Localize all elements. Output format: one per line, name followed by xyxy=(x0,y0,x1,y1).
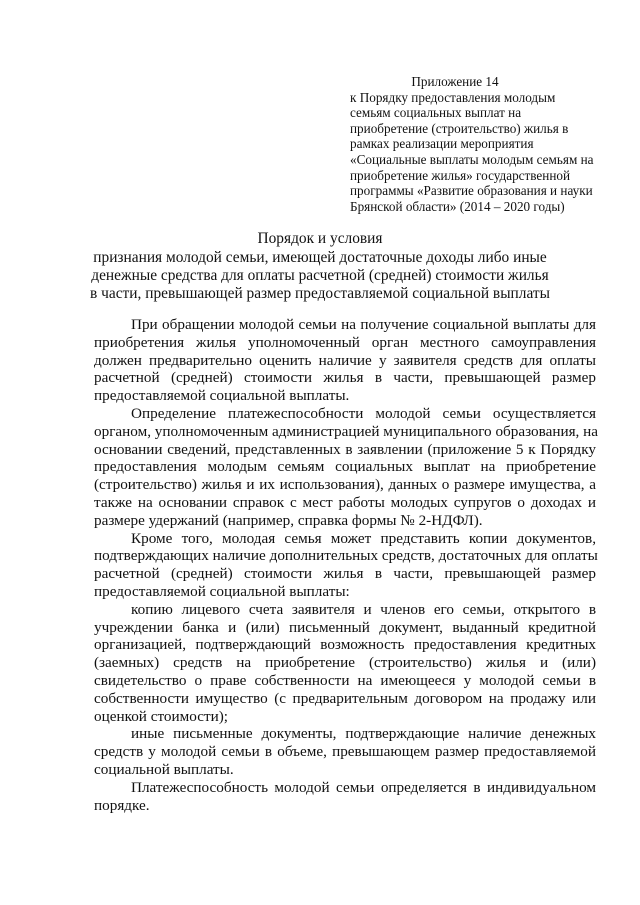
text-line: органом, уполномоченным администрацией муниципального образования, на xyxy=(94,422,599,440)
text-line: Кроме того, молодая семья может представить копии документов, xyxy=(131,529,596,547)
text-line: учреждении банка и (или) письменный документ, выданный кредитной xyxy=(94,618,596,636)
paragraph xyxy=(94,404,599,530)
paragraph xyxy=(94,725,596,778)
paragraph xyxy=(94,316,596,405)
text-line: организацией, подтверждающий возможность предоставления кредитных xyxy=(94,636,596,654)
appendix-header xyxy=(350,74,594,214)
text-line: оценкой стоимости); xyxy=(94,707,228,725)
text-line: также на основании справок с мест работы молодых супругов о доходах и xyxy=(94,493,596,511)
text-line: расчетной (средней) стоимости жилья в части, превышающей размер xyxy=(94,565,596,583)
text-line: (строительство) жилья и их использования), данных о размере имущества, а xyxy=(94,476,596,494)
text-line: порядке. xyxy=(94,796,150,814)
text-line: расчетной (средней) стоимости жилья в части, превышающей размер xyxy=(94,369,596,387)
appendix-line: программы «Развитие образования и науки xyxy=(350,183,593,199)
appendix-line: приобретение жилья» государственной xyxy=(350,167,571,183)
text-line: предоставляемой социальной выплаты: xyxy=(94,582,350,600)
text-line: (заемных) средств на приобретение (строительство) жилья и (или) xyxy=(94,654,596,672)
appendix-line: Брянской области» (2014 – 2020 годы) xyxy=(350,198,565,214)
text-line: приобретения жилья уполномоченный орган местного самоуправления xyxy=(94,333,596,351)
appendix-line: рамках реализации мероприятия xyxy=(350,136,534,152)
text-line: свидетельство о праве собственности на имеющееся у молодой семьи в xyxy=(94,671,596,689)
text-line: предоставляемой социальной выплаты. xyxy=(94,387,350,405)
text-line: собственности имущество (с предварительным договором на продажу или xyxy=(94,689,596,707)
paragraph xyxy=(94,530,596,601)
text-line: Платежеспособность молодой семьи определяется в индивидуальном xyxy=(131,778,596,796)
text-line: основании сведений, представленных в заявлении (приложение 5 к Порядку xyxy=(94,440,596,458)
text-line: подтверждающих наличие дополнительных средств, достаточных для оплаты xyxy=(94,547,598,565)
text-line: средств у молодой семьи в объеме, превышающем размер предоставляемой xyxy=(94,743,596,761)
appendix-line: приобретение (строительство) жилья в xyxy=(350,120,569,136)
appendix-line: к Порядку предоставления молодым xyxy=(350,89,556,105)
appendix-title: Приложение 14 xyxy=(411,74,499,89)
subtitle-line: в части, превышающей размер предоставляемой социальной выплаты xyxy=(90,285,550,302)
appendix-line: «Социальные выплаты молодым семьям на xyxy=(350,151,594,167)
text-line: Определение платежеспособности молодой семьи осуществляется xyxy=(131,404,596,422)
document-body xyxy=(94,316,599,814)
text-line: При обращении молодой семьи на получение социальной выплаты для xyxy=(131,316,596,333)
text-line: должен предварительно оценить наличие у заявителя средств для оплаты xyxy=(94,351,596,369)
paragraph xyxy=(94,779,596,815)
subtitle-line: признания молодой семьи, имеющей достаточные доходы либо иные xyxy=(93,249,547,266)
document-title: Порядок и условия xyxy=(257,230,383,247)
text-line: копию лицевого счета заявителя и членов его семьи, открытого в xyxy=(131,600,596,618)
appendix-line: семьям социальных выплат на xyxy=(350,105,522,121)
text-line: иные письменные документы, подтверждающие наличие денежных xyxy=(131,725,596,743)
text-line: социальной выплаты. xyxy=(94,760,234,778)
subtitle-line: денежные средства для оплаты расчетной (средней) стоимости жилья xyxy=(91,267,549,284)
text-line: предоставления молодым семьям социальных выплат на приобретение xyxy=(94,458,596,476)
document-subtitle xyxy=(60,249,580,303)
text-line: размере удержаний (например, справка формы № 2-НДФЛ). xyxy=(94,511,483,529)
paragraph xyxy=(94,601,596,726)
